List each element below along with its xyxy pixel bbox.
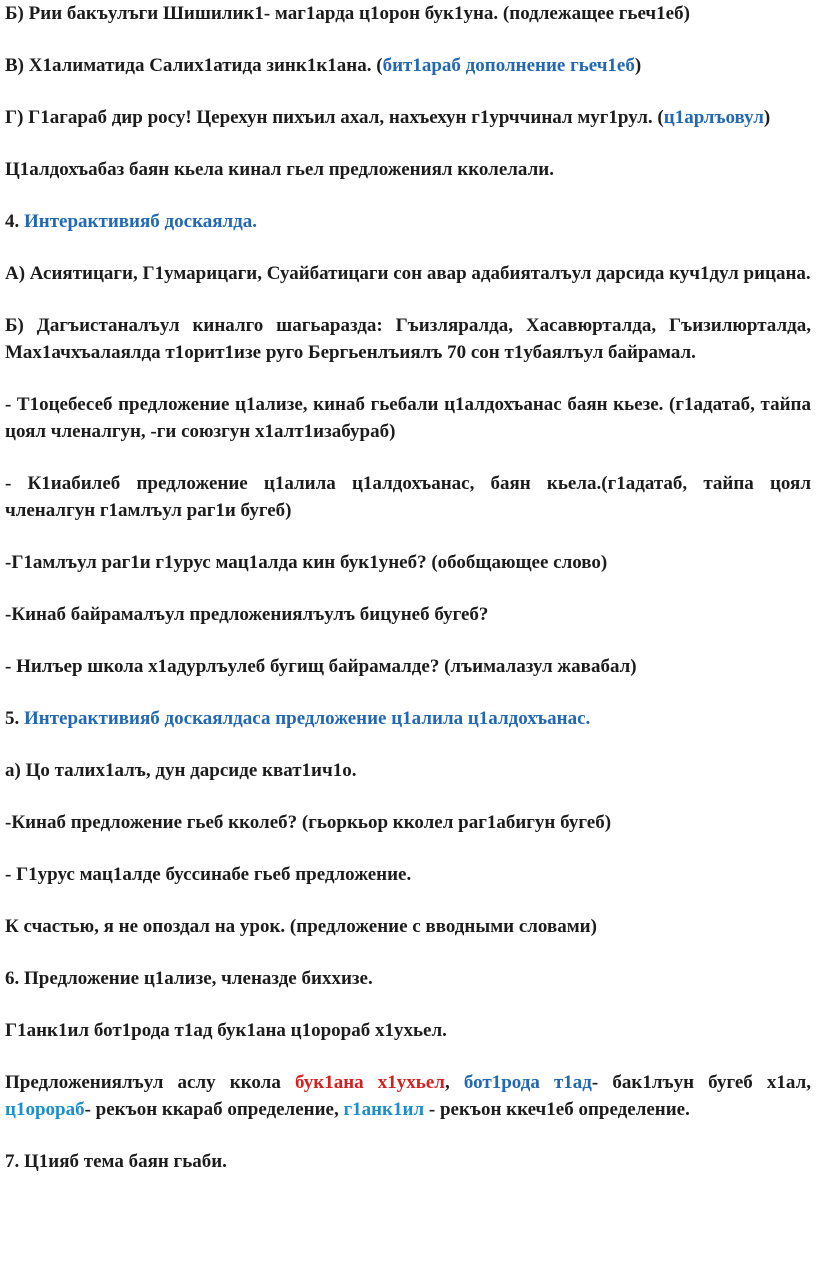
paragraph: [5, 104, 811, 131]
text-run: ): [763, 107, 771, 128]
paragraph: [5, 312, 811, 366]
text-run: 7. Ц1ияб тема баян гьаби.: [5, 1151, 227, 1172]
paragraph: [5, 965, 811, 992]
text-run: Б) Рии бакъулъги Шишилик1- маг1арда ц1орон бук1уна. (подлежащее гьеч1еб): [5, 3, 690, 24]
highlighted-text: Интерактивияб доскаялда.: [24, 211, 258, 232]
text-run: - К1иабилеб предложение ц1алила ц1алдохъанас, баян кьела.(г1адатаб, тайпа цоял членалгун г1амлъул раг1и бугеб): [5, 473, 811, 521]
highlighted-text: Интерактивияб доскаялдаса предложение ц1алила ц1алдохъанас.: [24, 708, 591, 729]
text-run: Г) Г1агараб дир росу! Церехун пихъил ахал, нахъехун г1урччинал муг1рул. (: [5, 107, 664, 128]
paragraph: [5, 208, 811, 235]
highlighted-text: ц1арлъовул: [663, 107, 764, 128]
paragraph: [5, 549, 811, 576]
text-run: -Кинаб предложение гьеб кколеб? (гьоркьор кколел раг1абигун бугеб): [5, 812, 612, 833]
highlighted-text: г1анк1ил: [343, 1099, 425, 1120]
text-run: -Г1амлъул раг1и г1урус мац1алда кин бук1унеб? (обобщающее слово): [5, 552, 608, 573]
text-run: - бак1лъун бугеб х1ал,: [591, 1072, 811, 1093]
paragraph: [5, 601, 811, 628]
text-run: 6. Предложение ц1ализе, членазде биххизе.: [5, 968, 373, 989]
text-run: -Кинаб байрамалъул предложениялъулъ бицунеб бугеб?: [5, 604, 489, 625]
highlighted-text: бит1араб дополнение гьеч1еб: [382, 55, 635, 76]
text-run: 4.: [5, 211, 24, 232]
highlighted-text: ц1орораб: [5, 1099, 85, 1120]
text-run: - рекъон ккеч1еб определение.: [424, 1099, 690, 1120]
text-run: - Т1оцебесеб предложение ц1ализе, кинаб гьебали ц1алдохъанас баян кьезе. (г1адатаб, тайпа цоял членалгун, -ги союзгун х1алт1изабураб): [5, 394, 811, 442]
paragraph: [5, 809, 811, 836]
text-run: А) Асиятицаги, Г1умарицаги, Суайбатицаги сон авар адабияталъул дарсида куч1дул рицана.: [5, 263, 811, 284]
highlighted-text: бот1рода т1ад: [463, 1072, 592, 1093]
paragraph: [5, 52, 811, 79]
document-body: [5, 0, 811, 1175]
paragraph: [5, 260, 811, 287]
text-run: - Нилъер школа х1адурлъулеб бугищ байрамалде? (лъималазул жавабал): [5, 656, 637, 677]
paragraph: [5, 653, 811, 680]
text-run: Б) Дагъистаналъул киналго шагьаразда: Гъизляралда, Хасавюрталда, Гъизилюрталда, Мах1ачхъалаялда т1орит1изе руго Бергьенлъиялъ 70 сон т1убаялъул байрамал.: [5, 315, 811, 363]
paragraph: [5, 391, 811, 445]
text-run: Г1анк1ил бот1рода т1ад бук1ана ц1орораб х1ухьел.: [5, 1020, 447, 1041]
text-run: - Г1урус мац1алде буссинабе гьеб предложение.: [5, 864, 412, 885]
paragraph: [5, 156, 811, 183]
text-run: К счастью, я не опоздал на урок. (предложение с вводными словами): [5, 916, 597, 937]
text-run: 5.: [5, 708, 24, 729]
paragraph: [5, 1017, 811, 1044]
paragraph: [5, 0, 811, 27]
text-run: а) Цо талих1алъ, дун дарсиде кват1ич1о.: [5, 760, 357, 781]
paragraph: [5, 1148, 811, 1175]
text-run: ,: [444, 1072, 464, 1093]
highlighted-text: бук1ана х1ухьел: [294, 1072, 445, 1093]
text-run: Ц1алдохъабаз баян кьела кинал гьел предложениял кколелали.: [5, 159, 554, 180]
paragraph: [5, 470, 811, 524]
paragraph: [5, 1069, 811, 1123]
text-run: В) Х1алиматида Салих1атида зинк1к1ана. (: [5, 55, 383, 76]
text-run: - рекъон ккараб определение,: [84, 1099, 344, 1120]
paragraph: [5, 861, 811, 888]
paragraph: [5, 757, 811, 784]
text-run: ): [634, 55, 642, 76]
paragraph: [5, 705, 811, 732]
text-run: Предложениялъул аслу ккола: [5, 1072, 295, 1093]
paragraph: [5, 913, 811, 940]
